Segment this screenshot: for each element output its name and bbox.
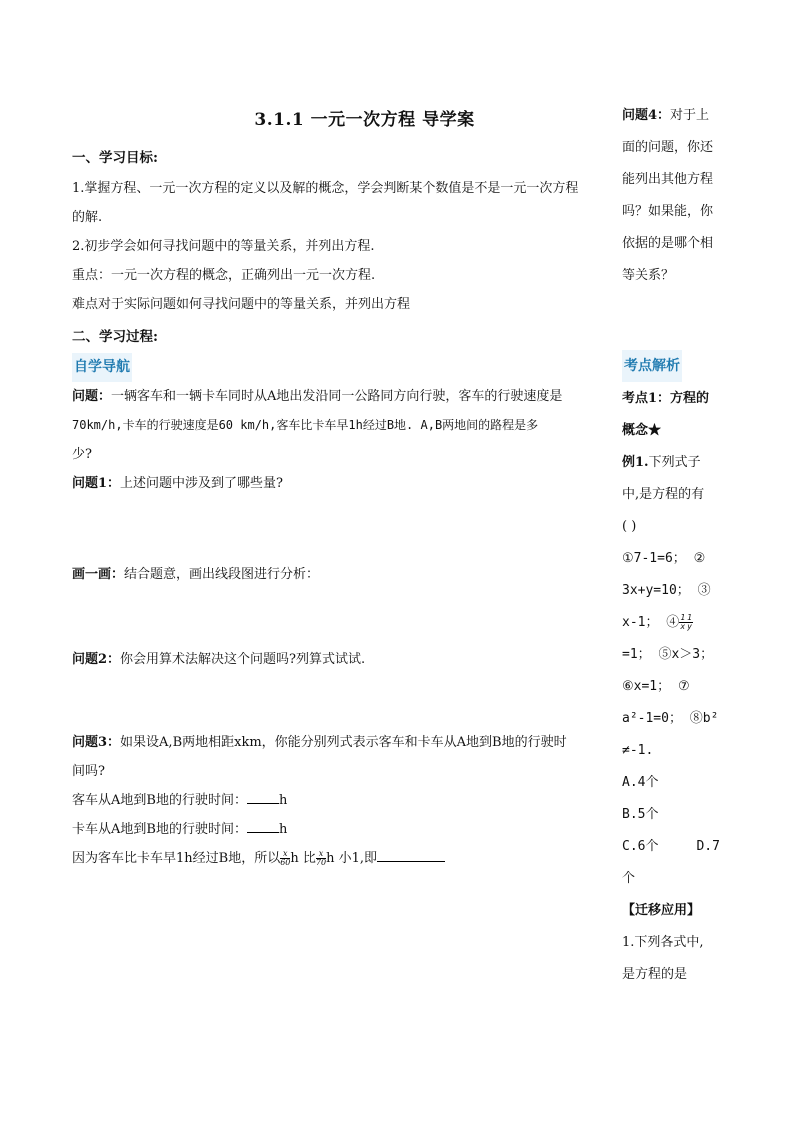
problem-text-1: 一辆客车和一辆卡车同时从A地出发沿同一公路同方向行驶，客车的行驶速度是 [111,389,563,404]
bus-time-blank[interactable] [247,789,279,804]
truck-time-label: 卡车从A地到B地的行驶时间： [72,822,247,837]
main-column [72,100,617,873]
option-line-7: ≠-1. [622,743,654,758]
question-2-text: 你会用算术法解决这个问题吗?列算式试试. [120,652,366,667]
question-1 [72,469,617,498]
question-1-text: 上述问题中涉及到了哪些量? [120,476,284,491]
option-line-6: a²-1=0； ⑧b² [622,711,719,726]
problem-line-2: 70km/h,卡车的行驶速度是60 km/h,客车比卡车早1h经过B地. A,B两地间的路程是多 [72,418,539,432]
question-1-label: 问题1： [72,476,121,491]
option-line-5: ⑥x=1； ⑦ [622,679,690,694]
question-4-label: 问题4： [622,108,671,123]
because-text-a: 因为客车比卡车早1h经过B地，所以 [72,851,281,866]
problem-line-3: 少? [72,447,92,462]
example-1-text: 下列式子 [648,455,701,470]
answer-d-unit: 个 [622,871,636,886]
sidebar-column [622,100,742,991]
option-3-text: x-1； ④ [622,615,680,630]
exam-point-1-b: 概念★ [622,423,662,438]
option-line-4: =1； ⑤x＞3； [622,647,714,662]
bus-time-label: 客车从A地到B地的行驶时间： [72,793,247,808]
question-3-line-2: 间吗? [72,764,105,779]
question-2 [72,645,617,674]
fraction-1-over-x [679,614,686,631]
truck-time-blank[interactable] [247,818,279,833]
fraction-1-over-y [686,614,693,631]
exam-point-1-a: 考点1：方程的 [622,391,710,406]
answer-b: B.5个 [622,807,659,822]
fraction-x-over-70 [316,850,326,867]
page-title: 3.1.1 一元一次方程 导学案 [254,110,475,130]
question-4-line-6: 等关系？ [622,268,675,283]
option-line-1: ①7-1=6； ② [622,551,706,566]
bus-time-line [72,786,617,815]
answer-a: A.4个 [622,775,659,790]
question-4-line-2: 面的问题，你还 [622,140,714,155]
fraction-b-denominator: y [687,622,692,631]
because-line [72,844,617,873]
answer-c: C.6个 [622,839,659,854]
question-2-label: 问题2： [72,652,121,667]
because-text-c: h 小1,即 [326,851,378,866]
question-3-text: 如果设A,B两地相距xkm，你能分别列式表示客车和卡车从A地到B地的行驶时 [120,735,567,750]
goal-2: 2.初步学会如何寻找问题中的等量关系，并列出方程. [72,239,375,254]
example-1-label: 例1. [622,455,649,470]
fraction-2-numerator: x [316,850,326,859]
transfer-1-line-1: 1.下列各式中, [622,935,704,950]
example-1-line-1 [622,447,742,479]
question-3-label: 问题3： [72,735,121,750]
example-1-paren: ( ) [622,519,637,534]
because-text-b: h 比 [290,851,316,866]
transfer-1-line-2: 是方程的是 [622,967,688,982]
section-heading-process: 二、学习过程: [72,329,158,345]
answer-c-d [622,831,742,863]
question-4-text-1: 对于上 [670,108,710,123]
draw-label: 画一画： [72,567,125,582]
fraction-1-numerator: x [280,850,290,859]
self-study-nav-label: 自学导航 [72,353,132,382]
truck-time-line [72,815,617,844]
key-point: 重点：一元一次方程的概念，正确列出一元一次方程. [72,268,376,283]
question-4-line-1 [622,100,742,132]
equation-blank[interactable] [377,847,445,862]
question-4-line-3: 能列出其他方程 [622,172,714,187]
goal-1-line-a: 1.掌握方程、一元一次方程的定义以及解的概念，学会判断某个数值是不是一元一次方程 [72,181,579,196]
problem-label: 问题： [72,389,112,404]
fraction-a-denominator: x [680,622,686,631]
truck-time-unit: h [278,822,288,837]
fraction-x-over-60 [280,850,290,867]
transfer-heading: 【迁移应用】 [622,903,701,918]
exam-point-title: 考点解析 [622,350,682,382]
bus-time-unit: h [278,793,288,808]
answer-d: D.7 [696,839,720,854]
example-1-line-2: 中,是方程的有 [622,487,705,502]
fraction-2-denominator: 70 [315,858,327,867]
question-4-line-5: 依据的是哪个相 [622,236,714,251]
question-3-line-1 [72,728,617,757]
draw-text: 结合题意，画出线段图进行分析： [124,567,320,582]
question-4-line-4: 吗？如果能，你 [622,204,714,219]
fraction-b-numerator: 1 [687,613,692,622]
fraction-a-numerator: 1 [680,613,686,622]
option-line-2: 3x+y=10； ③ [622,583,711,598]
goal-1-line-b: 的解. [72,210,103,225]
fraction-1-denominator: 60 [280,858,291,867]
draw-task [72,560,617,589]
problem-line-1 [72,382,617,411]
option-line-3 [622,607,742,639]
section-heading-goals: 一、学习目标: [72,150,158,166]
difficulty-point: 难点对于实际问题如何寻找问题中的等量关系，并列出方程 [72,297,411,312]
